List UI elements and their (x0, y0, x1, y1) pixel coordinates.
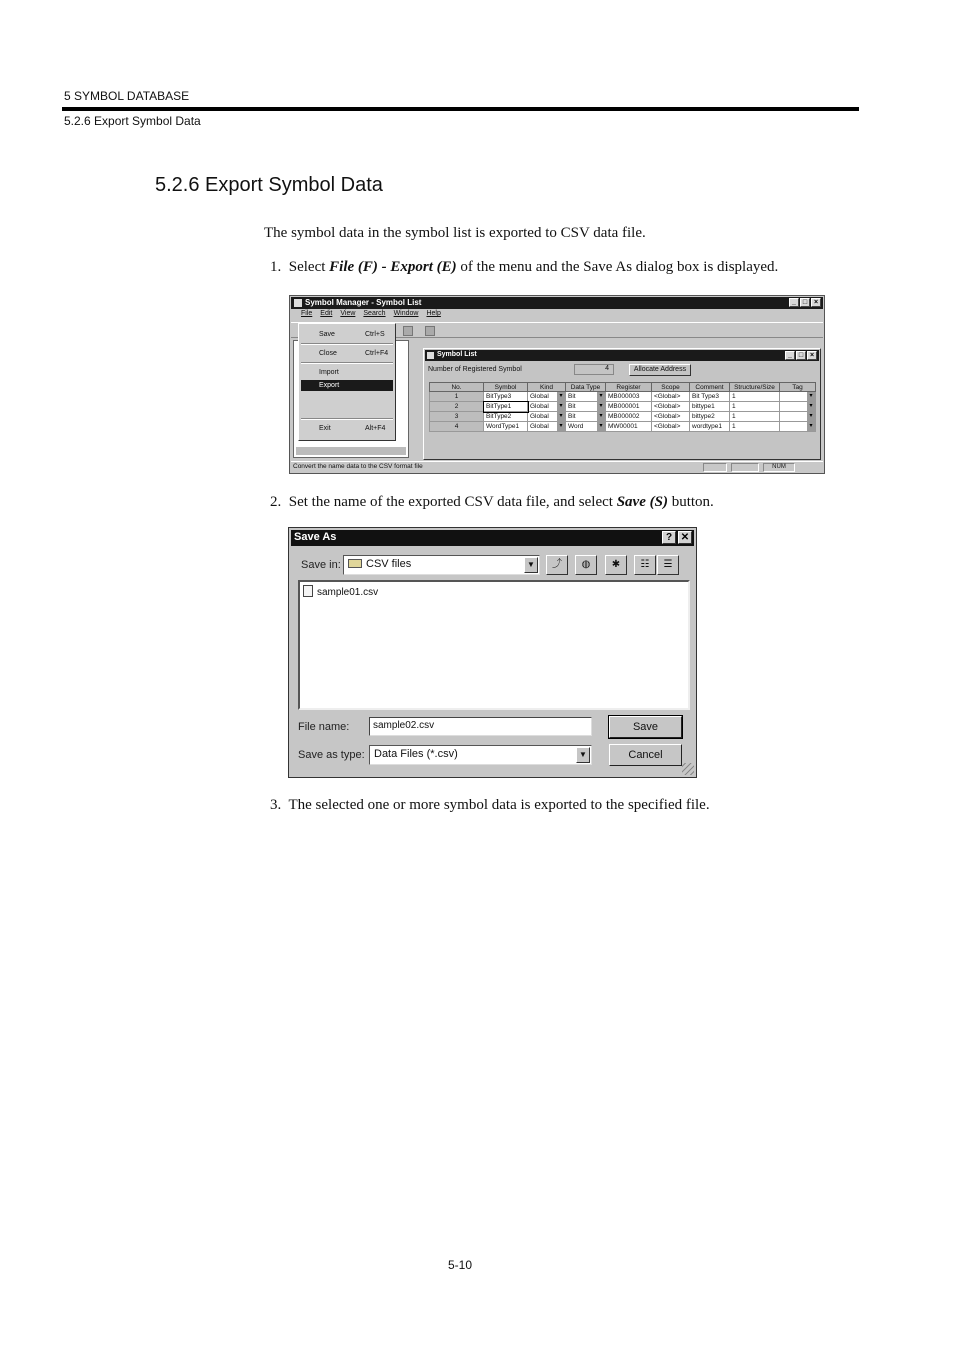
window-title: Symbol Manager - Symbol List (305, 298, 422, 307)
step-emphasis: Save (S) (616, 494, 668, 510)
menu-search[interactable]: Search (363, 310, 386, 317)
maximize-icon[interactable]: □ (800, 298, 810, 307)
header-rule (62, 107, 859, 111)
step-number: 1. (270, 259, 282, 275)
horizontal-scrollbar[interactable] (296, 447, 406, 455)
close-icon[interactable]: × (811, 298, 821, 307)
menu-file[interactable]: File (301, 310, 313, 317)
minimize-icon[interactable]: _ (785, 351, 795, 360)
column-header[interactable]: Data Type (566, 383, 606, 392)
go-to-web-button[interactable] (575, 555, 597, 575)
status-pane (703, 463, 727, 472)
table-row[interactable]: 2 BitType1 Global ▾ Bit ▾ MB000001 <Global> bittype1 1 ▾ (430, 402, 816, 412)
menu-separator (301, 343, 393, 345)
status-pane (731, 463, 759, 472)
minimize-icon[interactable]: _ (789, 298, 799, 307)
column-header[interactable]: No. (430, 383, 484, 392)
page-number: 5-10 (448, 1258, 473, 1272)
list-view-button[interactable] (634, 555, 656, 575)
step-3 (270, 797, 710, 814)
step-emphasis: File (F) - Export (E) (329, 259, 457, 275)
cancel-button[interactable]: Cancel (609, 744, 682, 766)
column-header[interactable]: Scope (652, 383, 690, 392)
chevron-down-icon[interactable]: ▼ (524, 557, 538, 573)
column-header[interactable]: Symbol (484, 383, 528, 392)
close-icon[interactable]: ✕ (678, 531, 692, 544)
status-num: NUM (763, 463, 795, 472)
file-name-label: File name: (298, 721, 350, 733)
menu-bar (291, 310, 823, 321)
status-text: Convert the name data to the CSV format file (293, 463, 423, 470)
symbol-list-title: Symbol List (437, 351, 477, 358)
symbol-list-title-bar (425, 350, 819, 361)
step-text: of the menu and the Save As dialog box is displayed. (456, 259, 779, 275)
step-text: Select (288, 259, 330, 275)
column-header[interactable]: Structure/Size (730, 383, 780, 392)
toolbar-icon[interactable] (403, 326, 413, 336)
window-title-bar (291, 297, 823, 309)
table-row[interactable]: 1 BitType3 Global ▾ Bit ▾ MB000003 <Global> Bit Type3 1 ▾ (430, 392, 816, 402)
menu-window[interactable]: Window (393, 310, 419, 317)
registered-symbol-label: Number of Registered Symbol (428, 366, 522, 373)
step-text: button. (667, 494, 714, 510)
save-as-type-value: Data Files (*.csv) (374, 748, 458, 760)
up-folder-icon: ⤴ (552, 559, 562, 570)
close-icon[interactable]: × (807, 351, 817, 360)
registered-symbol-count: 4 (574, 364, 614, 375)
menu-item-save[interactable]: Save Ctrl+S (319, 331, 385, 338)
list-view-icon: ☷ (640, 559, 650, 570)
menu-edit[interactable]: Edit (320, 310, 333, 317)
up-folder-button[interactable] (546, 555, 568, 575)
allocate-address-button[interactable]: Allocate Address (629, 364, 691, 376)
step-number: 2. (270, 494, 282, 510)
help-pointer-icon[interactable] (425, 326, 435, 336)
menu-item-exit[interactable]: Exit Alt+F4 (319, 425, 386, 432)
save-as-type-dropdown[interactable] (369, 745, 592, 765)
resize-grip-icon[interactable] (682, 763, 694, 775)
step-text: The selected one or more symbol data is exported to the specified file. (288, 797, 710, 813)
status-bar (291, 461, 823, 472)
save-as-dialog (288, 527, 697, 778)
file-name-input[interactable]: sample02.csv (369, 717, 592, 736)
section-title: 5.2.6 Export Symbol Data (155, 174, 383, 196)
running-header-section: 5.2.6 Export Symbol Data (64, 114, 201, 128)
new-folder-button[interactable] (605, 555, 627, 575)
chevron-down-icon[interactable]: ▼ (576, 747, 590, 763)
menu-view[interactable]: View (340, 310, 356, 317)
running-header-chapter: 5 SYMBOL DATABASE (64, 89, 190, 103)
column-header[interactable]: Tag (780, 383, 816, 392)
dialog-title-bar (291, 530, 694, 546)
details-view-button[interactable] (657, 555, 679, 575)
symbol-list-window (423, 348, 821, 460)
list-item[interactable] (303, 585, 378, 598)
column-header[interactable]: Kind (528, 383, 566, 392)
file-item-name: sample01.csv (317, 587, 379, 598)
menu-item-export[interactable]: Export (301, 380, 393, 391)
menu-separator (301, 418, 393, 420)
step-1 (270, 259, 778, 276)
menu-item-close[interactable]: Close Ctrl+F4 (319, 350, 389, 357)
intro-paragraph: The symbol data in the symbol list is exported to CSV data file. (264, 225, 646, 241)
symbol-table (429, 382, 816, 432)
globe-icon: ◍ (581, 559, 591, 570)
save-in-value: CSV files (366, 558, 412, 570)
folder-icon (348, 559, 362, 568)
details-view-icon: ☰ (663, 559, 673, 570)
menu-separator (301, 362, 393, 364)
symbol-manager-window (289, 295, 825, 474)
step-2 (270, 494, 714, 511)
save-in-label: Save in: (301, 559, 341, 571)
help-icon[interactable]: ? (662, 531, 676, 544)
maximize-icon[interactable]: □ (796, 351, 806, 360)
column-header[interactable]: Comment (690, 383, 730, 392)
step-text: Set the name of the exported CSV data file, and select (288, 494, 617, 510)
file-menu-dropdown (298, 323, 396, 441)
column-header[interactable]: Register (606, 383, 652, 392)
save-button[interactable]: Save (609, 716, 682, 738)
step-number: 3. (270, 797, 282, 813)
table-row[interactable]: 3 BitType2 Global ▾ Bit ▾ MB000002 <Global> bittype2 1 ▾ (430, 412, 816, 422)
menu-help[interactable]: Help (426, 310, 441, 317)
new-folder-icon: ✱ (611, 559, 621, 570)
dialog-title: Save As (294, 531, 337, 543)
save-in-dropdown[interactable] (343, 555, 540, 575)
menu-item-disabled (301, 406, 393, 417)
table-row[interactable]: 4 WordType1 Global ▾ Word ▾ MW00001 <Global> wordtype1 1 ▾ (430, 422, 816, 432)
menu-item-disabled (301, 394, 393, 405)
app-icon (294, 299, 302, 307)
file-list[interactable] (298, 580, 690, 710)
csv-file-icon (303, 585, 313, 597)
menu-item-import[interactable]: Import (319, 369, 339, 376)
save-as-type-label: Save as type: (298, 749, 365, 761)
window-icon (427, 352, 434, 359)
